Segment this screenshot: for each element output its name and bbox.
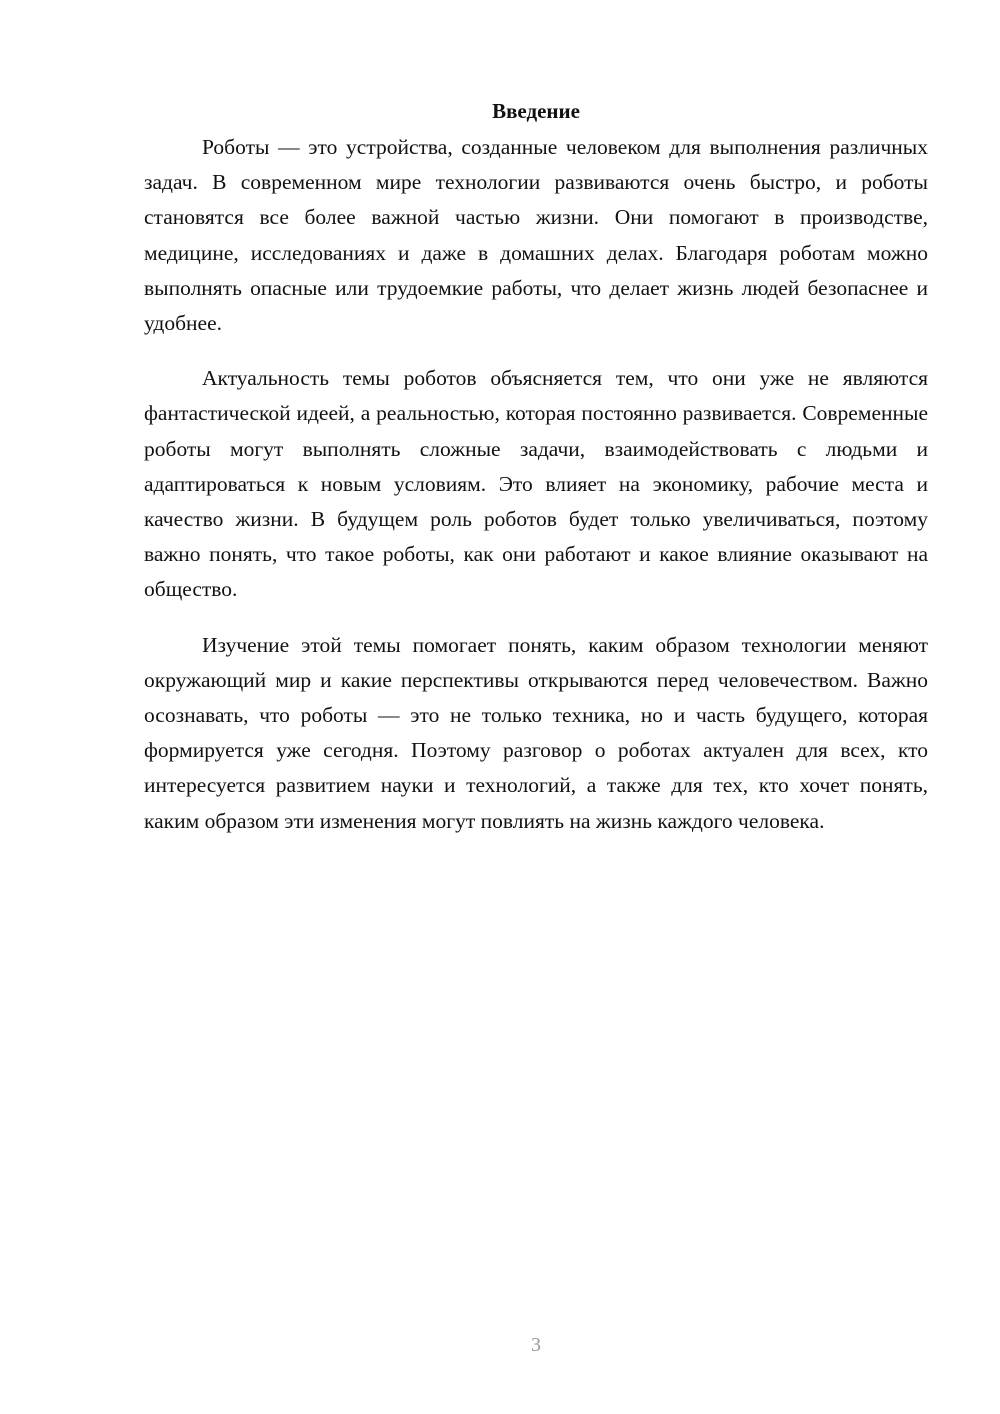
paragraph-3: Изучение этой темы помогает понять, каким образом технологии меняют окружающий мир и какие перспективы открываются перед человечеством. Важно осознавать, что роботы — это не только техника, но и часть будущего, которая формируется уже сегодня. Поэтому разговор о роботах актуален для всех, кто интересуется развитием науки и технологий, а также для тех, кто хочет понять, каким образом эти изменения могут повлиять на жизнь каждого человека. bbox=[144, 632, 928, 833]
paragraph-2: Актуальность темы роботов объясняется тем, что они уже не являются фантастической идеей, а реальностью, которая постоянно развивается. Современные роботы могут выполнять сложные задачи, взаимодействовать с людьми и адаптироваться к новым условиям. Это влияет на экономику, рабочие места и качество жизни. В будущем роль роботов будет только увеличиваться, поэтому важно понять, что такое роботы, как они работают и какое влияние оказывают на общество. bbox=[144, 366, 928, 602]
page-number: 3 bbox=[531, 1334, 541, 1356]
paragraph-1: Роботы — это устройства, созданные человеком для выполнения различных задач. В современном мире технологии развиваются очень быстро, и роботы становятся все более важной частью жизни. Они помогают в производстве, медицине, исследованиях и даже в домашних делах. Благодаря роботам можно выполнять опасные или трудоемкие работы, что делает жизнь людей безопаснее и удобнее. bbox=[144, 135, 928, 336]
section-heading: Введение bbox=[492, 99, 580, 123]
page-content bbox=[144, 96, 928, 859]
